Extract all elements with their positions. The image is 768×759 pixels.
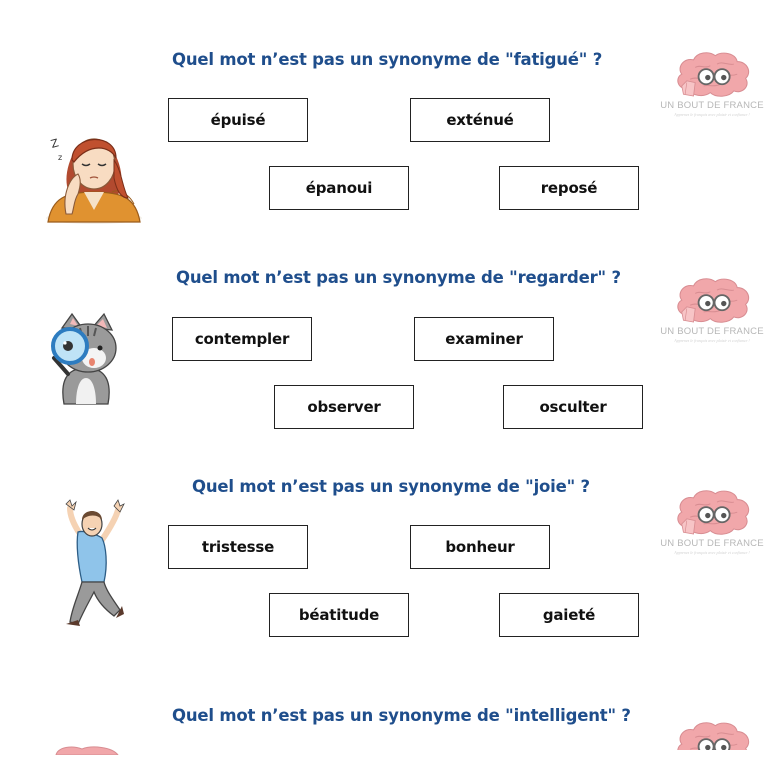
brain-logo-icon bbox=[670, 48, 754, 102]
answer-option[interactable]: exténué bbox=[410, 98, 550, 142]
brain-logo-icon bbox=[670, 274, 754, 328]
question-text: Quel mot n’est pas un synonyme de "joie" ? bbox=[192, 477, 590, 496]
brand-name: UN BOUT DE FRANCE bbox=[660, 326, 764, 337]
brain-logo-icon bbox=[670, 718, 754, 754]
brand-logo bbox=[658, 48, 766, 117]
brand-logo bbox=[658, 274, 766, 343]
answer-option[interactable]: bonheur bbox=[410, 525, 550, 569]
answer-option[interactable]: épuisé bbox=[168, 98, 308, 142]
brand-tagline: Apprenez le français avec plaisir et confiance ! bbox=[674, 338, 750, 343]
answer-option[interactable]: tristesse bbox=[168, 525, 308, 569]
brand-name: UN BOUT DE FRANCE bbox=[660, 100, 764, 111]
cat-magnifier-illustration bbox=[48, 312, 124, 414]
svg-text:z: z bbox=[58, 153, 63, 162]
answer-option[interactable]: reposé bbox=[499, 166, 639, 210]
answer-option[interactable]: observer bbox=[274, 385, 414, 429]
answer-option[interactable]: épanoui bbox=[269, 166, 409, 210]
brand-logo bbox=[658, 486, 766, 555]
svg-text:Z: Z bbox=[49, 136, 61, 151]
question-text: Quel mot n’est pas un synonyme de "regarder" ? bbox=[176, 268, 621, 287]
brain-logo-icon bbox=[670, 486, 754, 540]
brand-name: UN BOUT DE FRANCE bbox=[660, 538, 764, 549]
brand-tagline: Apprenez le français avec plaisir et confiance ! bbox=[674, 112, 750, 117]
brand-tagline: Apprenez le français avec plaisir et confiance ! bbox=[674, 550, 750, 555]
answer-option[interactable]: béatitude bbox=[269, 593, 409, 637]
answer-option[interactable]: gaieté bbox=[499, 593, 639, 637]
answer-option[interactable]: contempler bbox=[172, 317, 312, 361]
tired-woman-illustration bbox=[44, 118, 144, 234]
question-text: Quel mot n’est pas un synonyme de "intelligent" ? bbox=[172, 706, 631, 725]
jumping-man-illustration bbox=[62, 498, 126, 636]
answer-option[interactable]: osculter bbox=[503, 385, 643, 429]
question-text: Quel mot n’est pas un synonyme de "fatigué" ? bbox=[172, 50, 603, 69]
answer-option[interactable]: examiner bbox=[414, 317, 554, 361]
